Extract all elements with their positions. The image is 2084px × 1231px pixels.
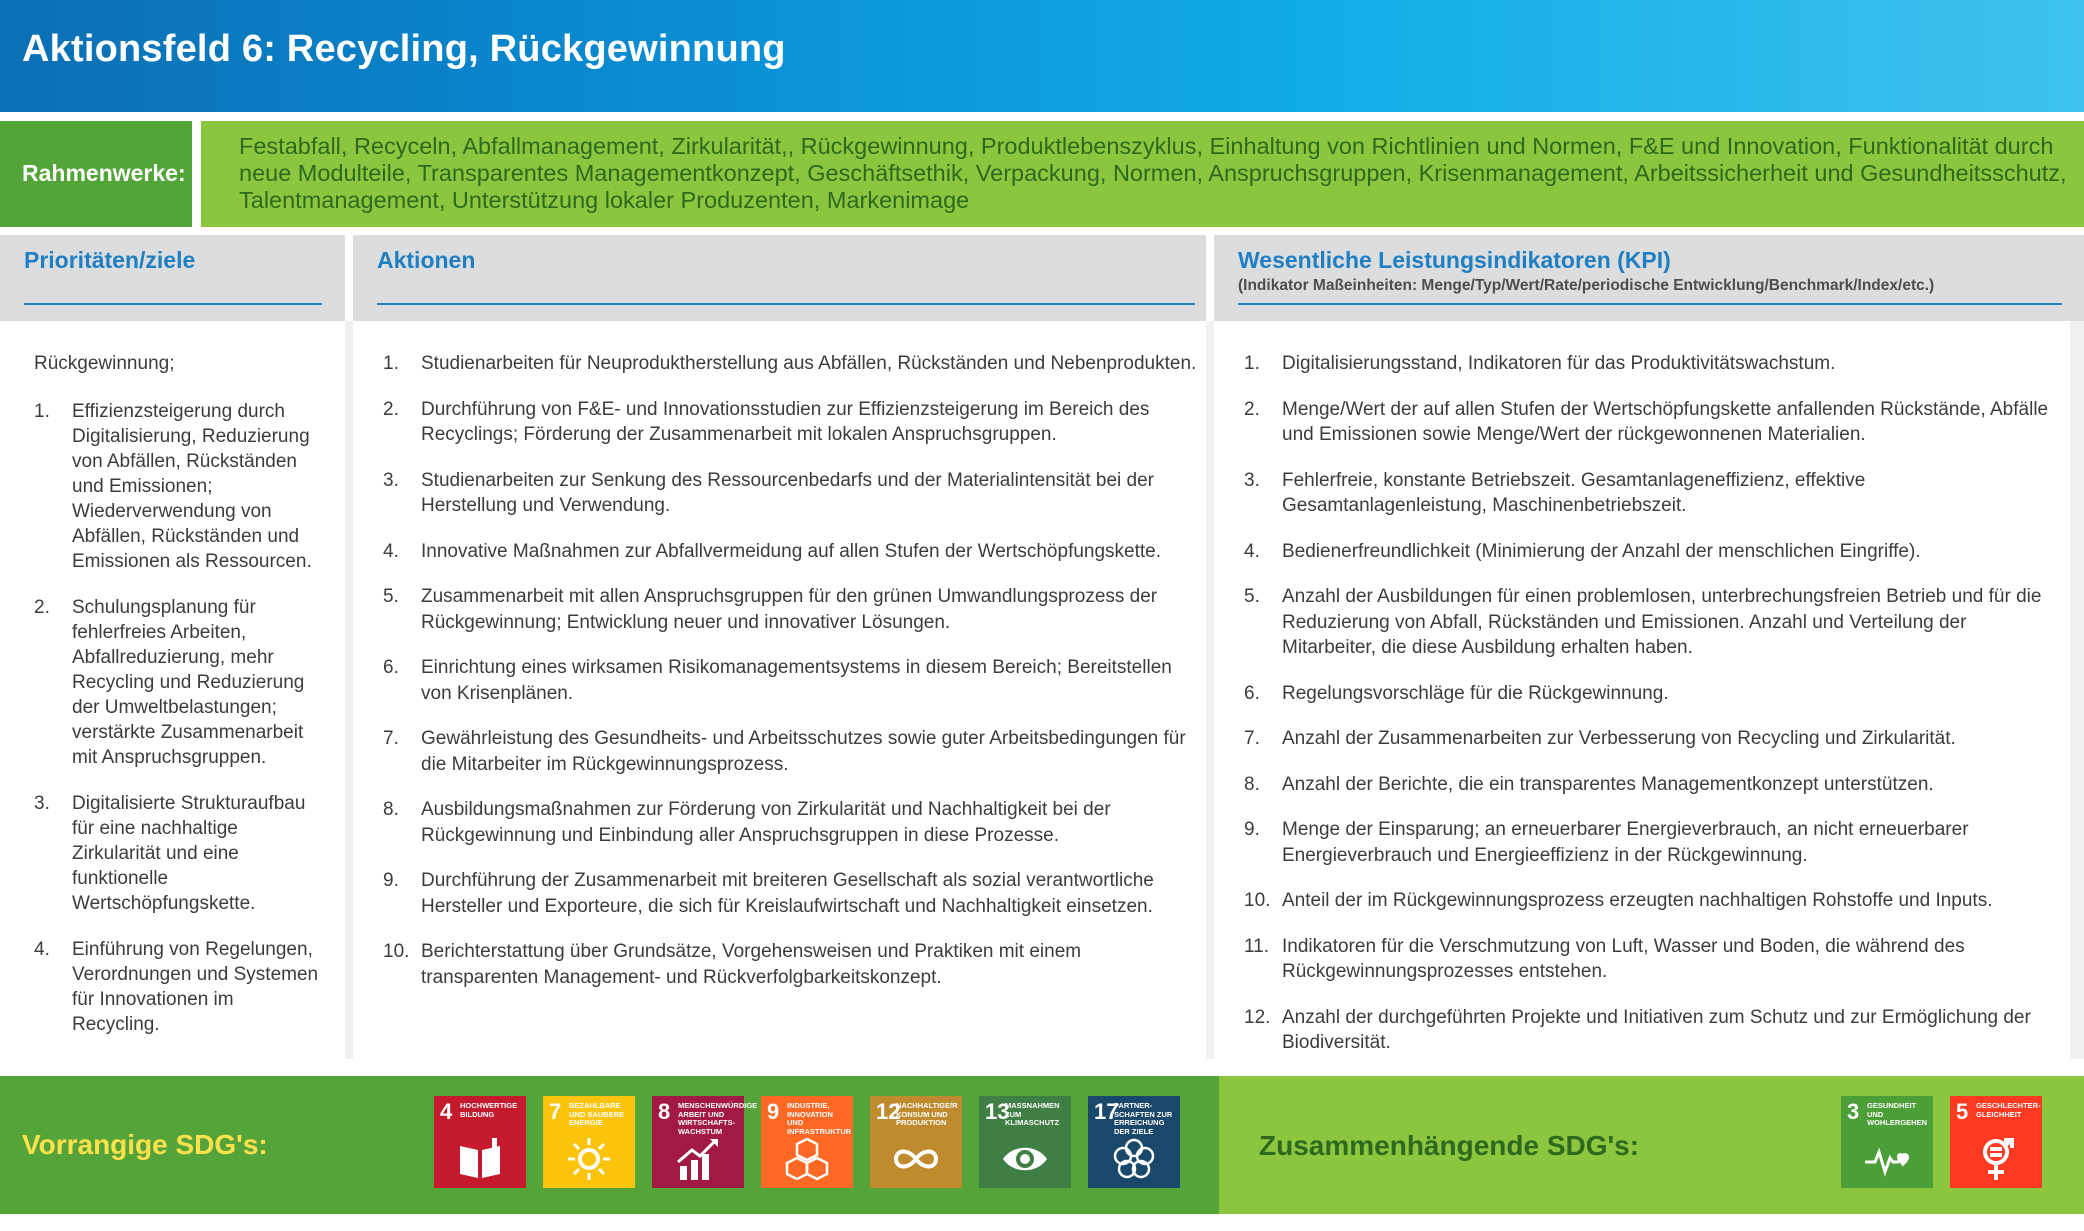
priorities-header [0,235,345,321]
list-item-number: 5. [1244,586,1260,607]
kpi-title: Wesentliche Leistungsindikatoren (KPI) [1238,247,1671,273]
kpi-header [1214,235,2084,321]
list-item-text: Anteil der im Rückgewinnungsprozess erzeugten nachhaltigen Rohstoffe und Inputs. [1282,890,1993,911]
sdg-tile-9 [761,1096,853,1188]
list-item [1244,539,2054,565]
primary-sdg-bar [0,1076,1219,1214]
list-item [34,791,324,916]
sdg-title: INDUSTRIE, INNOVATION UND INFRASTRUKTUR [787,1101,852,1136]
list-item-number: 1. [383,353,399,374]
book-pencil-icon [456,1136,504,1182]
sdg-tile-12 [870,1096,962,1188]
list-item-text: Bedienerfreundlichkeit (Minimierung der Anzahl der menschlichen Eingriffe). [1282,540,1921,562]
list-item [1244,468,2054,519]
sdg-number: 3 [1847,1099,1860,1124]
list-item-text: Berichterstattung über Grundsätze, Vorgehensweisen und Praktiken mit einem transparenten Management- und Rückverfolgbarkeitskonzept. [421,941,1082,988]
list-item-number: 7. [1244,728,1260,749]
list-item-number: 10. [383,941,410,962]
list-item-number: 6. [383,657,399,678]
list-item-text: Einführung von Regelungen, Verordnungen und Systemen für Innovationen im Recycling. [72,939,319,1035]
list-item [1244,888,2054,914]
sdg-tile-13 [979,1096,1071,1188]
list-item [1244,351,2054,377]
list-item-text: Regelungsvorschläge für die Rückgewinnung. [1282,682,1669,704]
list-item-text: Gewährleistung des Gesundheits- und Arbeitsschutzes sowie guter Arbeitsbedingungen für die Mitarbeiter im Rückgewinnungsprozess. [421,728,1186,775]
flower-rings-icon [1110,1136,1158,1182]
list-item-text: Schulungsplanung für fehlerfreies Arbeiten, Abfallreduzierung, mehr Recycling und Reduzierung der Umweltbelastungen; verstärkte Zusammenarbeit mit Anspruchsgruppen. [72,597,305,768]
priorities-body [0,321,345,1059]
sun-power-icon [565,1136,613,1182]
priorities-list [34,399,324,1058]
list-item-text: Indikatoren für die Verschmutzung von Luft, Wasser und Boden, die während des Rückgewinnungsprozesses entstehen. [1282,935,1965,982]
sdg-title: MENSCHENWÜRDIGE ARBEIT UND WIRTSCHAFTS-WACHSTUM [678,1101,758,1136]
list-item-text: Anzahl der Zusammenarbeiten zur Verbesserung von Recycling und Zirkularität. [1282,728,1956,749]
list-item-number: 1. [1244,353,1260,374]
list-item-text: Anzahl der Berichte, die ein transparentes Managementkonzept unterstützen. [1282,773,1934,795]
sdg-tile-17 [1088,1096,1180,1188]
list-item-text: Zusammenarbeit mit allen Anspruchsgruppen für den grünen Umwandlungsprozess der Rückgewinnung; Entwicklung neuer und innovativer Lösungen. [421,586,1158,633]
priorities-title: Prioritäten/ziele [24,247,196,273]
cubes-icon [783,1136,831,1182]
list-item-number: 9. [383,870,399,891]
list-item-text: Durchführung von F&E- und Innovationsstudien zur Effizienzsteigerung im Bereich des Recyclings; Förderung der Zusammenarbeit mit lokalen Anspruchsgruppen. [421,398,1150,445]
list-item-number: 11. [1244,935,1270,957]
sdg-number: 17 [1094,1099,1119,1124]
rahmenwerke-label-box [0,121,192,227]
sdg-title: HOCHWERTIGE BILDUNG [460,1101,518,1119]
list-item-number: 4. [1244,540,1260,562]
gender-equality-icon [1972,1136,2020,1182]
list-item [1244,726,2054,752]
sdg-title: GESCHLECHTER-GLEICHHEIT [1976,1101,2041,1119]
list-item-number: 2. [383,398,399,420]
priorities-intro: Rückgewinnung; [34,353,175,374]
kpi-subtitle: (Indikator Maßeinheiten: Menge/Typ/Wert/Rate/periodische Entwicklung/Benchmark/Index/etc.) [1238,277,1935,294]
sdg-tile-4 [434,1096,526,1188]
rahmenwerke-text-box [201,121,2084,227]
list-item-text: Anzahl der Ausbildungen für einen problemlosen, unterbrechungsfreien Betrieb und für die Reduzierung von Abfall, Rückständen und Emissionen. Anzahl und Verteilung der Mitarbeiter, die diese Ausbildung erhalten haben. [1282,586,2042,658]
list-item-number: 12. [1244,1006,1271,1028]
list-item-number: 8. [383,799,399,820]
list-item [34,937,324,1037]
list-item-text: Menge der Einsparung; an erneuerbarer Energieverbrauch, an nicht erneuerbarer Energieverbrauch und Energieeffizienz in der Rückgewinnung. [1282,819,1969,866]
actions-body [353,321,1206,1059]
sdg-title: NACHHALTIGE/R KONSUM UND PRODUKTION [896,1101,958,1127]
list-item-number: 9. [1244,819,1260,840]
sdg-number: 9 [767,1099,780,1124]
list-item-text: Studienarbeiten für Neuproduktherstellung aus Abfällen, Rückständen und Nebenprodukten. [421,353,1197,374]
list-item-number: 3. [34,793,50,814]
list-item-text: Digitalisierungsstand, Indikatoren für das Produktivitätswachstum. [1282,353,1836,374]
sdg-title: GESUNDHEIT UND WOHLERGEHEN [1867,1101,1927,1127]
primary-sdg-label: Vorrangige SDG's: [22,1129,268,1160]
list-item-number: 5. [383,586,399,607]
list-item-text: Durchführung der Zusammenarbeit mit breiteren Gesellschaft als sozial verantwortliche Hersteller und Exporteure, die sich für Kreislaufwirtschaft und Nachhaltigkeit einsetzen. [421,870,1154,917]
eye-globe-icon [1001,1136,1049,1182]
list-item-number: 1. [34,401,50,422]
list-item-text: Ausbildungsmaßnahmen zur Förderung von Zirkularität und Nachhaltigkeit bei der Rückgewinnung und Einbindung aller Anspruchsgruppen in diese Prozesse. [421,799,1111,846]
list-item-number: 8. [1244,773,1260,795]
sdg-title: MASSNAHMEN ZUM KLIMASCHUTZ [1005,1101,1060,1127]
sdg-number: 13 [985,1099,1010,1124]
list-item-text: Menge/Wert der auf allen Stufen der Wertschöpfungskette anfallenden Rückstände, Abfälle und Emissionen sowie Menge/Wert der rückgewonnenen Materialien. [1282,398,2049,445]
list-item [1244,817,2054,868]
actions-title: Aktionen [377,247,476,273]
list-item-text: Effizienzsteigerung durch Digitalisierung, Reduzierung von Abfällen, Rückständen und Emissionen; Wiederverwendung von Abfällen, Rückständen und Emissionen als Ressourcen. [72,401,312,572]
list-item [383,351,1203,377]
actions-underline [377,303,1195,305]
list-item [34,399,324,574]
list-item-text: Innovative Maßnahmen zur Abfallvermeidung auf allen Stufen der Wertschöpfungskette. [421,540,1162,562]
rahmenwerke-label: Rahmenwerke: [22,160,186,186]
sdg-number: 8 [658,1099,671,1124]
list-item [383,726,1203,777]
sdg-title: BEZAHLBARE UND SAUBERE ENERGIE [569,1101,625,1127]
kpi-list [1244,351,2054,1076]
list-item [1244,681,2054,707]
list-item [1244,1005,2054,1056]
list-item [383,397,1203,448]
list-item [383,655,1203,706]
list-item-text: Fehlerfreie, konstante Betriebszeit. Gesamtanlageneffizienz, effektive Gesamtanlagenleistung, Maschinenbetriebszeit. [1282,469,1866,516]
sdg-number: 4 [440,1099,453,1124]
list-item [1244,772,2054,798]
list-item-text: Studienarbeiten zur Senkung des Ressourcenbedarfs und der Materialintensität bei der Herstellung und Verwendung. [421,469,1155,516]
list-item-number: 3. [383,469,399,491]
list-item [383,939,1203,990]
actions-header [353,235,1206,321]
sdg-tile-5 [1950,1096,2042,1188]
page-header [0,0,2084,112]
priorities-underline [24,303,322,305]
sdg-number: 12 [876,1099,901,1124]
list-item-number: 4. [34,939,50,960]
page-title: Aktionsfeld 6: Recycling, Rückgewinnung [22,28,786,70]
list-item-number: 6. [1244,682,1260,704]
list-item-number: 2. [1244,398,1260,420]
sdg-tile-8 [652,1096,758,1188]
sdg-tile-3 [1841,1096,1933,1188]
sdg-number: 5 [1956,1099,1969,1124]
sdg-tile-7 [543,1096,635,1188]
actions-list [383,351,1203,1010]
list-item [1244,934,2054,985]
list-item [383,584,1203,635]
heartbeat-icon [1863,1136,1911,1182]
list-item-number: 3. [1244,469,1260,491]
list-item-text: Anzahl der durchgeführten Projekte und Initiativen zum Schutz und zur Ermöglichung der Biodiversität. [1282,1006,2031,1053]
list-item [383,797,1203,848]
infinity-icon [892,1136,940,1182]
list-item [1244,584,2054,661]
list-item-text: Digitalisierte Strukturaufbau für eine nachhaltige Zirkularität und eine funktionelle Wertschöpfungskette. [72,793,306,914]
rahmenwerke-text: Festabfall, Recyceln, Abfallmanagement, Zirkularität,, Rückgewinnung, Produktlebenszyklus, Einhaltung von Richtlinien und Normen, F&E und Innovation, Funktionalität durch neue Modulteile, Transparentes Managementkonzept, Geschäftsethik, Verpackung, Normen, Anspruchsgruppen, Krisenmanagement, Arbeitssicherheit und Gesundheitsschutz, Talentmanagement, Unterstützung lokaler Produzenten, Markenimage [239,133,2067,213]
list-item-number: 4. [383,540,399,562]
kpi-underline [1238,303,2062,305]
growth-chart-icon [674,1136,722,1182]
kpi-body [1214,321,2070,1059]
list-item [383,539,1203,565]
related-sdg-bar [1219,1076,2084,1214]
related-sdg-label: Zusammenhängende SDG's: [1259,1130,1640,1161]
list-item-number: 7. [383,728,399,749]
sdg-number: 7 [549,1099,562,1124]
list-item [34,595,324,770]
list-item [383,868,1203,919]
list-item-text: Einrichtung eines wirksamen Risikomanagementsystems in diesem Bereich; Bereitstellen von Krisenplänen. [421,657,1172,704]
list-item-number: 10. [1244,890,1271,911]
list-item [383,468,1203,519]
list-item [1244,397,2054,448]
sdg-title: PARTNER-SCHAFTEN ZUR ERREICHUNG DER ZIELE [1114,1101,1173,1136]
list-item-number: 2. [34,597,50,618]
